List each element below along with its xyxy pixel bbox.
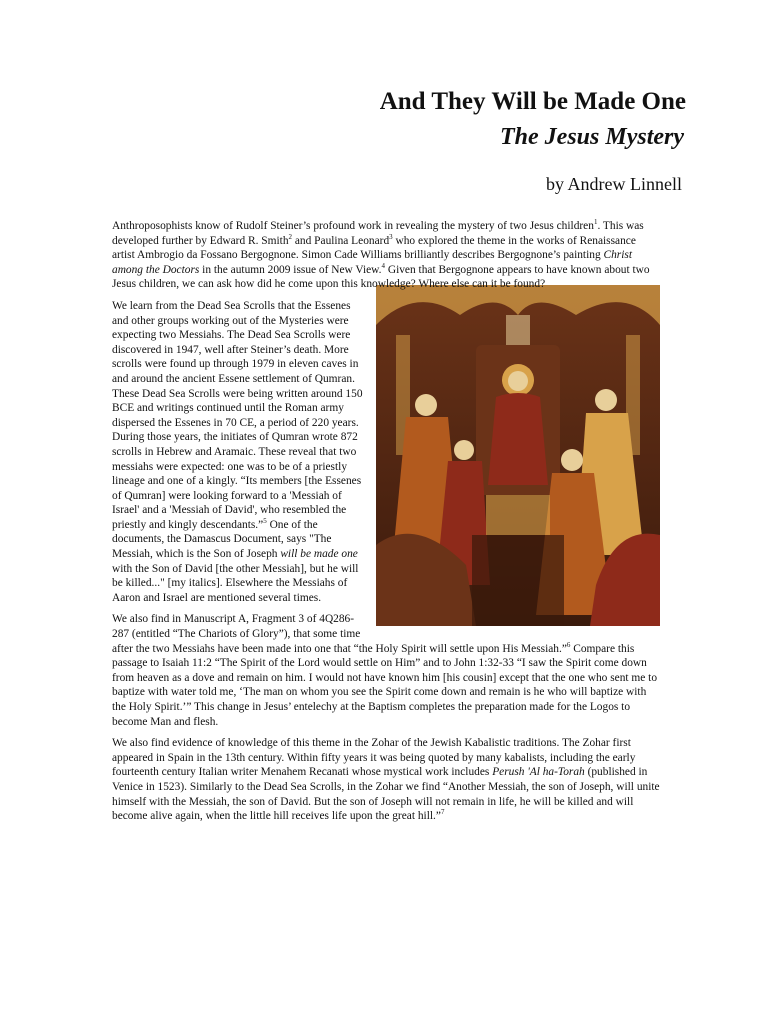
book-title: Perush 'Al ha-Torah (492, 766, 585, 779)
article-title: And They Will be Made One (379, 88, 686, 115)
face-shape (454, 440, 474, 460)
face-shape (508, 371, 528, 391)
footnote-ref-7: 7 (440, 808, 445, 817)
paragraph-text: One of the documents, the Damascus Document, says "The Messiah, which is the Son of Joseph (112, 518, 332, 561)
footnote-ref-4: 4 (381, 261, 385, 270)
footnote-ref-2: 2 (288, 232, 293, 241)
article-subtitle: The Jesus Mystery (500, 124, 684, 150)
floor-shape (472, 535, 564, 626)
footnote-ref-6: 6 (566, 640, 571, 649)
paragraph-text: who explored the theme in the works of Renaissance artist Ambrogio da Fossano Bergognone. Simon Cade Williams brilliantly describes Bergognone’s painting (112, 234, 636, 262)
face-shape (561, 449, 583, 471)
paragraph-manuscript (112, 612, 660, 729)
article-body (112, 219, 660, 831)
paragraph-text: and Paulina Leonard (292, 234, 390, 247)
painting-christ-among-the-doctors (376, 285, 660, 626)
paragraph-text: We also find evidence of knowledge of this theme in the Zohar of the Jewish Kabalistic traditions. The Zohar first appeared in Spain in the 13th century. Within fifty years it was being quoted by many kabalists, including the early fourteenth century Italian writer Menahem Recanati whose mystical work includes (112, 737, 636, 779)
paragraph-text: (published in Venice in 1523). Similarly to the Dead Sea Scrolls, in the Zohar we find “Another Messiah, the son of Joseph, will unite himself with the Messiah, the son of David. But the son of Joseph will not remain in life, he will be killed and will become alive again, when the little hill receives life upon the great hill.” (112, 766, 660, 823)
face-shape (415, 394, 437, 416)
paragraph-text: Given that Bergognone appears to have known about two Jesus children, we can ask how did he come upon this knowledge? Where else can it be found? (112, 263, 650, 291)
footnote-ref-3: 3 (389, 232, 393, 241)
paragraph-text: with the Son of David [the other Messiah], but he will be killed..." [my italics]. Elsewhere the Messiahs of Aaron and Israel are mentioned several times. (112, 562, 359, 604)
footnote-ref-1: 1 (593, 218, 598, 227)
paragraph-text: Compare this passage to Isaiah 11:2 “The Spirit of the Lord would settle on Him” and to John 1:32-33 “I saw the Spirit come down from heaven as a dove and remain on him. I would not have known him [his cousin] except that the one who sent me to baptize with water told me, ‘The man on whom you see the Spirit come down and remain is he who will baptize with the Holy Spirit.’” This change in Jesus’ entelechy at the Baptism completes the preparation made for the Logos to become Man and flesh. (112, 642, 658, 728)
paragraph-zohar (112, 736, 660, 824)
face-shape (595, 389, 617, 411)
paragraph-text: Anthroposophists know of Rudolf Steiner’s profound work in revealing the mystery of two Jesus children (112, 220, 594, 232)
step-shape (486, 495, 550, 535)
robe-shape (488, 393, 548, 485)
paragraph-text: We learn from the Dead Sea Scrolls that the Essenes and other groups working out of the Mysteries were expecting two Messiahs. The Dead Sea Scrolls were discovered in 1947, well after Steiner’s death. More scrolls were found up through 1979 in eleven caves in and around the ancient Essene settlement of Qumran. These Dead Sea Scrolls were being written around 150 BCE and writings continued until the Roman army dispersed the Essenes in 70 CE, a period of 220 years. During those years, the initiates of Qumran wrote 872 scrolls in Hebrew and Aramaic. These reveal that two messiahs were expected: one was to be of a priestly lineage and one of a kingly. “Its members [the Essenes of Qumran] were looking forward to a 'Messiah of Israel' and a 'Messiah of David', who resembled the priestly and kingly descendants.” (112, 299, 363, 531)
footnote-ref-5: 5 (263, 517, 267, 526)
painting-title: Christ among the Doctors (112, 249, 633, 276)
paragraph-intro (112, 219, 660, 292)
author-byline: by Andrew Linnell (546, 174, 682, 194)
paragraph-text: We also find in Manuscript A, Fragment 3 of 4Q286-287 (entitled “The Chariots of Glory”), that some time after the two Messiahs have been made into one that “the Holy Spirit will settle upon His Messiah.” (112, 613, 567, 655)
paragraph-text: in the autumn 2009 issue of New View. (199, 263, 382, 276)
italic-phrase: will be made one (280, 548, 358, 561)
paragraph-text: . This was developed further by Edward R. Smith (112, 220, 644, 247)
